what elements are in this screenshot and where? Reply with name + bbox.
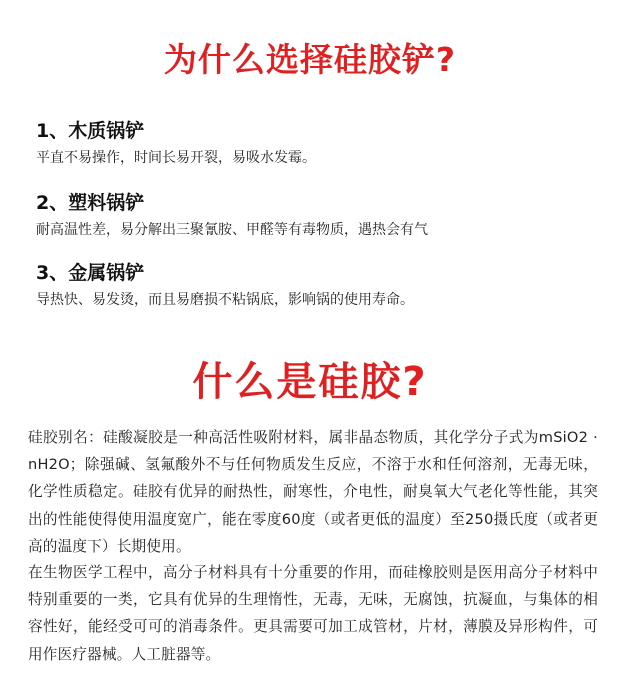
item-description: 耐高温性差，易分解出三聚氰胺、甲醛等有毒物质，遇热会有气 xyxy=(36,222,428,238)
item-description: 导热快、易发烫，而且易磨损不粘锅底，影响锅的使用寿命。 xyxy=(36,292,414,308)
list-item-metal-spatula xyxy=(36,260,596,310)
item-title: 2、塑料锅铲 xyxy=(36,192,145,214)
list-item-wooden-spatula xyxy=(36,118,596,168)
item-title: 1、木质锅铲 xyxy=(36,120,145,142)
section-title-why-silicone: 为什么选择硅胶铲? xyxy=(163,40,457,79)
silicone-medical-use-paragraph: 在生物医学工程中，高分子材料具有十分重要的作用，而硅橡胶则是医用高分子材料中特别重要的一类，它具有优异的生理惰性，无毒，无味，无腐蚀，抗凝血，与集体的相容性好，能经受可可的消毒条件。更具需要可加工成管材，片材，薄膜及异形构件，可用作医疗器械。人工脏器等。 xyxy=(28,564,598,663)
list-item-plastic-spatula xyxy=(36,190,596,240)
silicone-definition-paragraph: 硅胶别名：硅酸凝胶是一种高活性吸附材料，属非晶态物质，其化学分子式为mSiO2 · nH2O；除强碱、氢氟酸外不与任何物质发生反应，不溶于水和任何溶剂，无毒无味，化学性质稳定。硅胶有优异的耐热性，耐寒性，介电性，耐臭氧大气老化等性能，其突出的性能使得使用温度宽广，能在零度60度（或者更低的温度）至250摄氏度（或者更高的温度下）长期使用。 xyxy=(28,429,598,555)
item-description: 平直不易操作，时间长易开裂，易吸水发霉。 xyxy=(36,150,316,166)
item-title: 3、金属锅铲 xyxy=(36,262,145,284)
section-title-what-is-silicone: 什么是硅胶? xyxy=(192,359,428,405)
